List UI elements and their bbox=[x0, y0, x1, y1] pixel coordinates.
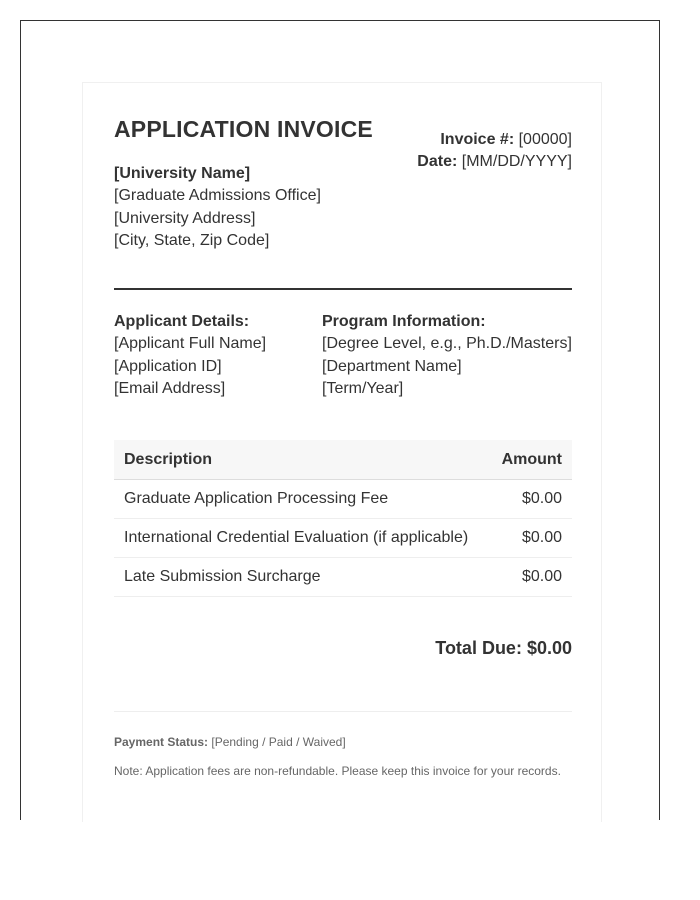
invoice-number-label: Invoice #: bbox=[440, 131, 515, 148]
table-row bbox=[114, 480, 572, 519]
row-description: Graduate Application Processing Fee bbox=[114, 480, 489, 519]
fee-table bbox=[114, 440, 572, 597]
header-divider bbox=[114, 288, 572, 290]
table-row bbox=[114, 519, 572, 558]
applicant-id: [Application ID] bbox=[114, 357, 222, 375]
row-description: International Credential Evaluation (if applicable) bbox=[114, 519, 489, 558]
invoice-date-value: [MM/DD/YYYY] bbox=[461, 153, 572, 170]
amount-header: Amount bbox=[489, 440, 572, 480]
row-amount: $0.00 bbox=[489, 558, 572, 597]
invoice-number-value: [00000] bbox=[518, 131, 572, 148]
university-name: [University Name] bbox=[114, 165, 251, 182]
university-office: [Graduate Admissions Office] bbox=[114, 187, 321, 205]
applicant-details bbox=[114, 311, 266, 400]
row-description: Late Submission Surcharge bbox=[114, 558, 489, 597]
program-department: [Department Name] bbox=[322, 357, 462, 375]
program-heading: Program Information: bbox=[322, 313, 486, 330]
description-header: Description bbox=[114, 440, 489, 480]
row-amount: $0.00 bbox=[489, 519, 572, 558]
university-block bbox=[114, 163, 321, 252]
page-frame bbox=[20, 20, 660, 820]
refund-note: Note: Application fees are non-refundable. Please keep this invoice for your records. bbox=[114, 764, 561, 778]
program-information bbox=[322, 311, 572, 400]
table-row bbox=[114, 558, 572, 597]
university-address: [University Address] bbox=[114, 209, 256, 227]
invoice-title: APPLICATION INVOICE bbox=[114, 116, 373, 142]
applicant-email: [Email Address] bbox=[114, 379, 226, 397]
invoice-meta bbox=[417, 129, 572, 173]
invoice-date-label: Date: bbox=[417, 153, 458, 170]
applicant-name: [Applicant Full Name] bbox=[114, 335, 267, 353]
total-due: Total Due: $0.00 bbox=[435, 638, 572, 658]
invoice-date-line bbox=[417, 151, 572, 173]
university-city: [City, State, Zip Code] bbox=[114, 231, 270, 249]
table-header-row bbox=[114, 440, 572, 480]
payment-status-label: Payment Status: bbox=[114, 735, 209, 749]
program-term: [Term/Year] bbox=[322, 379, 404, 397]
applicant-heading: Applicant Details: bbox=[114, 313, 250, 330]
payment-status-value: [Pending / Paid / Waived] bbox=[211, 735, 346, 749]
row-amount: $0.00 bbox=[489, 480, 572, 519]
invoice-number-line bbox=[417, 129, 572, 151]
payment-status bbox=[114, 735, 346, 749]
invoice-card bbox=[82, 82, 602, 822]
program-degree: [Degree Level, e.g., Ph.D./Masters] bbox=[322, 335, 572, 353]
footer-divider bbox=[114, 711, 572, 712]
